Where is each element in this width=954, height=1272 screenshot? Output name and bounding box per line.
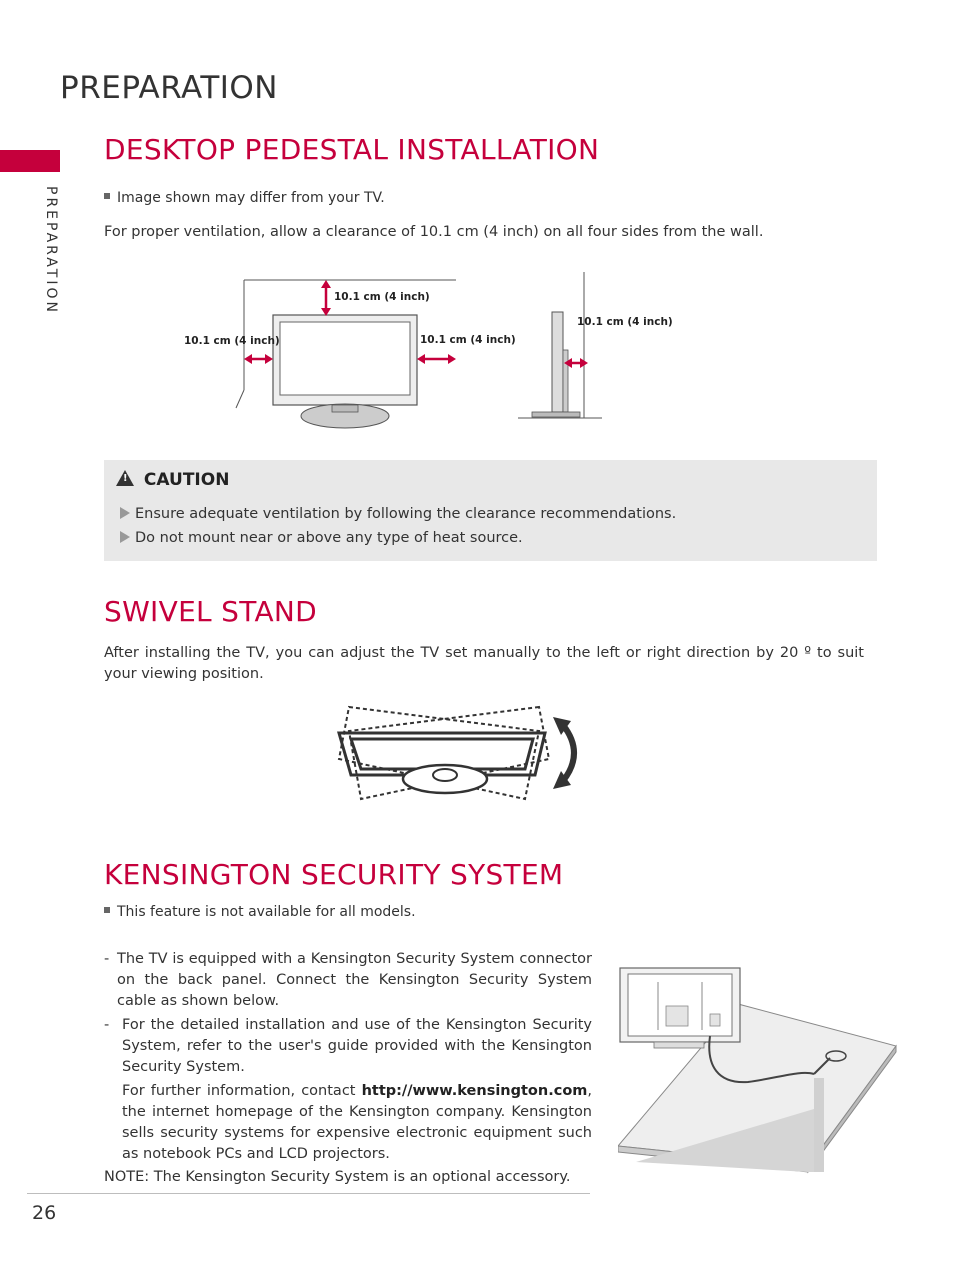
rotation-arrow-icon [553,717,574,789]
clearance-label-left: 10.1 cm (4 inch) [184,335,280,347]
square-bullet-icon [104,193,110,199]
clearance-label-right: 10.1 cm (4 inch) [420,334,516,346]
side-tab-marker [0,150,60,172]
clearance-illustration [180,268,680,430]
kensington-url-link[interactable]: http://www.kensington.com [361,1083,588,1099]
square-bullet-icon [104,907,110,913]
tv-front-icon [273,315,417,428]
caution-item [120,506,676,522]
swivel-stand-base [403,765,487,793]
desktop-paragraph: For proper ventilation, allow a clearance of 10.1 cm (4 inch) on all four sides from the wall. [104,224,764,240]
page-number: 26 [32,1202,57,1224]
list-dash: - [104,951,110,967]
swivel-paragraph: After installing the TV, you can adjust the TV set manually to the left or right direction by 20 º to suit your viewing position. [104,645,864,682]
triangle-bullet-icon [120,531,130,543]
clearance-label-top: 10.1 cm (4 inch) [334,291,430,303]
desktop-note-text: Image shown may differ from your TV. [117,190,385,206]
kensington-instructions [104,949,592,1188]
contact-suffix: , the internet homepage of the Kensington company. Kensington sells security systems for expensive electronic equipment such as notebook PCs and LCD projectors. [122,1083,592,1162]
tv-back-icon [620,968,740,1048]
list-dash: - [104,1017,110,1033]
warning-icon [116,470,134,486]
page-header-title: PREPARATION [60,70,278,106]
kensington-item-2 [104,1015,592,1078]
contact-prefix: For further information, contact [122,1083,362,1099]
clearance-label-side: 10.1 cm (4 inch) [577,316,673,328]
kensington-item-1-text: The TV is equipped with a Kensington Security System connector on the back panel. Connect the Kensington Security System cable as shown below. [117,951,592,1009]
caution-title-text: CAUTION [143,470,230,490]
desktop-note [104,190,385,206]
kensington-item-2-text: For the detailed installation and use of the Kensington Security System, refer to the user's guide provided with the Kensington Security System. [122,1017,592,1075]
kensington-note [104,904,416,920]
kensington-note-text: This feature is not available for all models. [117,904,416,920]
kensington-section-title: KENSINGTON SECURITY SYSTEM [104,858,564,891]
caution-item-text: Ensure adequate ventilation by following the clearance recommendations. [135,506,677,522]
caution-item [120,530,523,546]
footer-divider [27,1193,590,1194]
caution-heading [116,469,229,490]
kensington-contact [104,1081,592,1165]
kensington-illustration [618,966,898,1176]
caution-item-text: Do not mount near or above any type of heat source. [135,530,523,546]
desktop-section-title: DESKTOP PEDESTAL INSTALLATION [104,133,600,166]
kensington-final-note: NOTE: The Kensington Security System is an optional accessory. [104,1169,571,1185]
swivel-section-title: SWIVEL STAND [104,595,318,628]
side-section-label: PREPARATION [43,186,59,315]
kensington-item-1 [104,949,592,1012]
swivel-illustration [335,703,585,805]
tv-side-icon [518,272,602,418]
triangle-bullet-icon [120,507,130,519]
